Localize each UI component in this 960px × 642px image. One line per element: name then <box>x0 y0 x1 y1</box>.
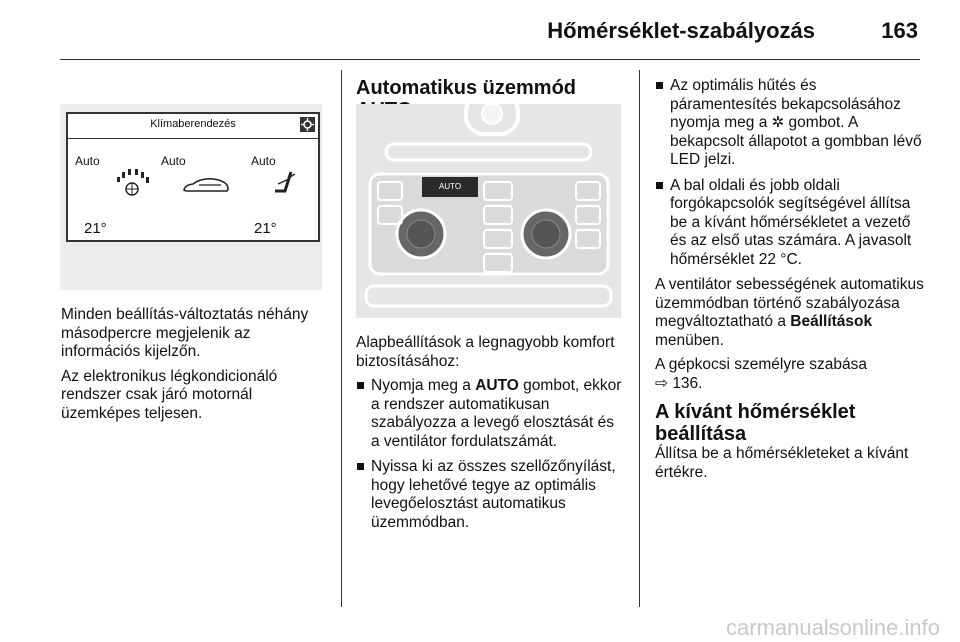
column-2-heading: Automatikus üzemmód <box>356 77 577 99</box>
climate-screen <box>66 112 320 242</box>
page-reference[interactable]: 136. <box>672 374 703 392</box>
bullet-temperature: A bal oldali és jobb oldali forgókapcsolók segítségével állítsa be a kívánt hőmérsékletet a vezető és az első utas számára. A javasolt hőmérséklet 22 °C. <box>655 177 925 270</box>
intro-paragraph: Alapbeállítások a legnagyobb komfort biztosításához: <box>356 334 615 370</box>
car-air-distribution-icon <box>181 176 231 196</box>
auto-label-right: Auto <box>251 154 276 168</box>
bullet-ac: Az optimális hűtés és páramentesítés bekapcsolásához nyomja meg a ✲ gombot. A bekapcsolt állapotot a gombban lévő LED jelzi. <box>655 77 925 170</box>
auto-label-left: Auto <box>75 154 100 168</box>
column-3 <box>655 77 925 488</box>
footer-watermark-url: carmanualsonline.info <box>725 615 940 640</box>
climate-panel-illustration <box>356 104 621 318</box>
paragraph-2: Az elektronikus légkondicionáló rendszer csak járó motornál üzemképes teljesen. <box>61 367 278 422</box>
column-1 <box>61 306 331 429</box>
temp-right: 21° <box>254 220 277 237</box>
auto-label-mid: Auto <box>161 154 186 168</box>
bullet-vents: Nyissa ki az összes szellőzőnyílást, hogy lehetővé tegye az optimális levegőelosztást automatikus üzemmódban. <box>356 458 626 532</box>
column-2 <box>356 334 626 539</box>
seat-airflow-icon <box>271 169 301 199</box>
header-rule <box>60 59 920 60</box>
personalization-paragraph: A gépkocsi személyre szabása ⇨ 136. <box>655 356 867 392</box>
temperature-heading: A kívánt hőmérséklet beállítása <box>655 401 856 445</box>
fan-speed-paragraph: A ventilátor sebességének automatikus üzemmódban történő szabályozása megváltoztatható a Beállítások menüben. <box>655 276 924 349</box>
fan-speed-icon <box>113 167 153 197</box>
column-divider-1 <box>341 70 342 607</box>
page-number: 163 <box>881 18 918 43</box>
header-title: Hőmérséklet-szabályozás <box>547 18 815 43</box>
settings-icon <box>300 117 315 132</box>
bullet-auto: Nyomja meg a AUTO gombot, ekkor a rendszer automatikusan szabályozza a levegő elosztását és a ventilátor fordulatszámát. <box>356 377 626 451</box>
temperature-paragraph: Állítsa be a hőmérsékleteket a kívánt értékre. <box>655 445 909 481</box>
panel-auto-button-label: AUTO <box>439 182 462 191</box>
column-divider-2 <box>639 70 640 607</box>
page-reference-arrow-icon: ⇨ <box>655 374 668 392</box>
screen-rule <box>68 138 318 139</box>
ac-snowflake-icon: ✲ <box>771 114 785 131</box>
paragraph-1: Minden beállítás-változtatás néhány másodpercre megjelenik az információs kijelzőn. <box>61 306 309 360</box>
screen-title: Klímaberendezés <box>150 118 236 130</box>
climate-display-illustration <box>60 104 322 290</box>
temp-left: 21° <box>84 220 107 237</box>
